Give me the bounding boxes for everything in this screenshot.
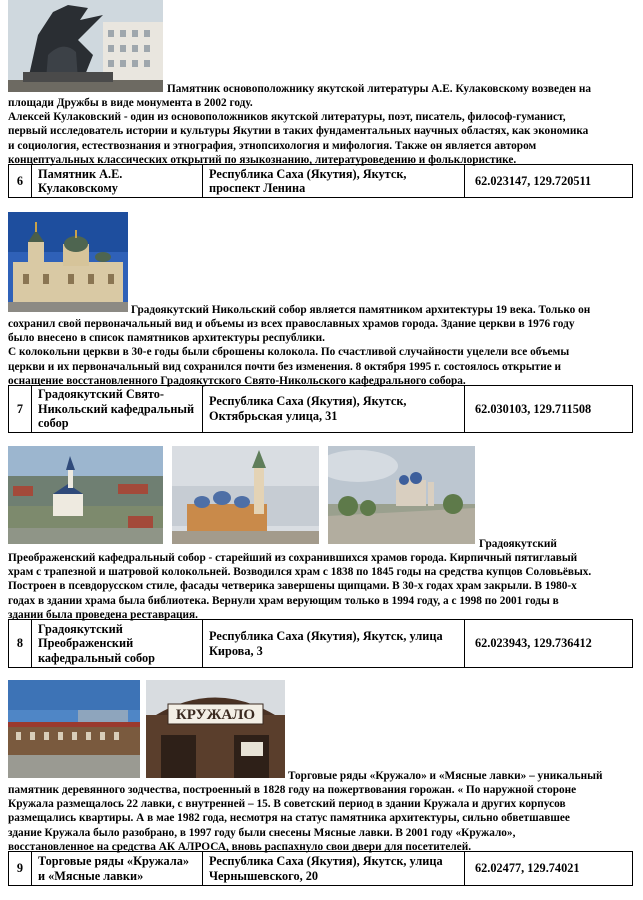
row-number: 9	[9, 852, 32, 886]
object-coordinates: 62.02477, 129.74021	[465, 852, 633, 886]
text-line: Кружала размещалось 22 лавки, с внутренней – 15. В советский период в здании Кружала и других корпусов	[8, 798, 566, 811]
text-line: площади Дружбы в виде монумента в 2002 году.	[8, 97, 253, 109]
preobrazhensky-park-photo	[328, 446, 475, 544]
object-address: Республика Саха (Якутия), Якутск, Октябрьская улица, 31	[203, 386, 465, 433]
row-number: 7	[9, 386, 32, 433]
text-line: здание Кружала было разобрано, в 1997 году были снесены Мясные лавки. В 2001 году «Кружало»,	[8, 826, 516, 839]
kruzhalo-street-photo	[8, 680, 140, 778]
text-line: восстановленное на средства АК АЛРОСА, вновь распахнуло свои двери для посетителей.	[8, 840, 472, 853]
kruzhalo-gate-photo	[146, 680, 285, 778]
text-line: Построен в псевдорусском стиле, фасады четверика завершены щипцами. В 30-х годах храм закрыли. В 1980-х	[8, 580, 577, 593]
object-coordinates: 62.023943, 129.736412	[465, 620, 633, 668]
object-row-8	[8, 619, 633, 668]
nikolsky-cathedral-photo	[8, 212, 128, 312]
object-row-7	[8, 385, 633, 433]
text-line: здании была проведена реставрация.	[8, 608, 198, 621]
text-line: Преображенский кафедральный собор - старейший из сохранившихся храмов города. Кирпичный пятиглавый	[8, 552, 578, 564]
text-line: оснащение восстановленного Градоякутского Свято-Никольского кафедрального собора.	[8, 374, 466, 387]
text-line: размещались квартиры. А в мае 1982 года, несмотря на статус памятника архитектуры, сильно обветшавшее	[8, 812, 570, 825]
preobrazhensky-river-photo	[172, 446, 319, 544]
kulakovsky-monument-photo	[8, 0, 163, 92]
text-line: концептуальных классических открытий по языкознанию, литературоведению и фольклористике.	[8, 153, 517, 166]
text-line: первый исследователь истории и культуры Якутии в таких фундаментальных научных областях, как экономика	[8, 125, 589, 138]
object-row-6	[8, 164, 633, 198]
row-number: 8	[9, 620, 32, 668]
kruzhalo-sign-text: КРУЖАЛО	[175, 707, 256, 723]
text-line: памятник деревянного зодчества, построенный в 1828 году на пожертвования горожан. « По наружной стороне	[8, 784, 577, 796]
section-6-caption: Памятник основоположнику якутской литературы А.Е. Кулаковскому возведен на	[167, 83, 592, 95]
row-number: 6	[9, 165, 32, 198]
object-coordinates: 62.030103, 129.711508	[465, 386, 633, 433]
object-name: Градоякутский Преображенский кафедральный собор	[32, 620, 203, 668]
section-8-caption: Градоякутский	[479, 538, 557, 550]
object-name: Градоякутский Свято-Никольский кафедральный собор	[32, 386, 203, 433]
section-7-caption: Градоякутский Никольский собор является памятником архитектуры 19 века. Только он	[131, 304, 591, 316]
object-coordinates: 62.023147, 129.720511	[465, 165, 633, 198]
object-row-9	[8, 851, 633, 886]
object-name: Памятник А.Е. Кулаковскому	[32, 165, 203, 198]
section-8-description	[8, 551, 630, 622]
section-7-description	[8, 317, 630, 388]
text-line: сохранил свой первоначальный вид и объемы из всех православных храмов города. Здание церкви в 1976 году	[8, 318, 575, 330]
text-line: храм с трапезной и шатровой колокольней. Возводился храм с 1838 по 1845 годы на средства купцов Соловьёвых.	[8, 566, 592, 579]
text-line: и социология, естествознания и этнография, этнопсихология и мифология. Также он является автором	[8, 139, 537, 152]
object-address: Республика Саха (Якутия), Якутск, улица Кирова, 3	[203, 620, 465, 668]
text-line: годах в здании храма была библиотека. Вернули храм верующим только в 1994 году, а с 1998 по 2001 годы в	[8, 594, 559, 607]
text-line: церкви и их первоначальный вид сохранился почти без изменения. 8 октября 1995 г. состоялось открытие и	[8, 360, 562, 373]
object-address: Республика Саха (Якутия), Якутск, проспект Ленина	[203, 165, 465, 198]
section-9-description	[8, 783, 630, 854]
section-6-description	[8, 96, 630, 167]
object-name: Торговые ряды «Кружала» и «Мясные лавки»	[32, 852, 203, 886]
text-line: было внесено в список памятников архитектуры республики.	[8, 332, 325, 345]
text-line: С колокольни церкви в 30-е годы были сброшены колокола. По счастливой случайности уцелели все объемы	[8, 346, 570, 359]
text-line: Алексей Кулаковский - один из основоположников якутской литературы, поэт, писатель, философ-гуманист,	[8, 111, 566, 124]
section-9-caption: Торговые ряды «Кружало» и «Мясные лавки» – уникальный	[288, 770, 603, 782]
preobrazhensky-aerial-photo	[8, 446, 163, 544]
object-address: Республика Саха (Якутия), Якутск, улица Чернышевского, 20	[203, 852, 465, 886]
